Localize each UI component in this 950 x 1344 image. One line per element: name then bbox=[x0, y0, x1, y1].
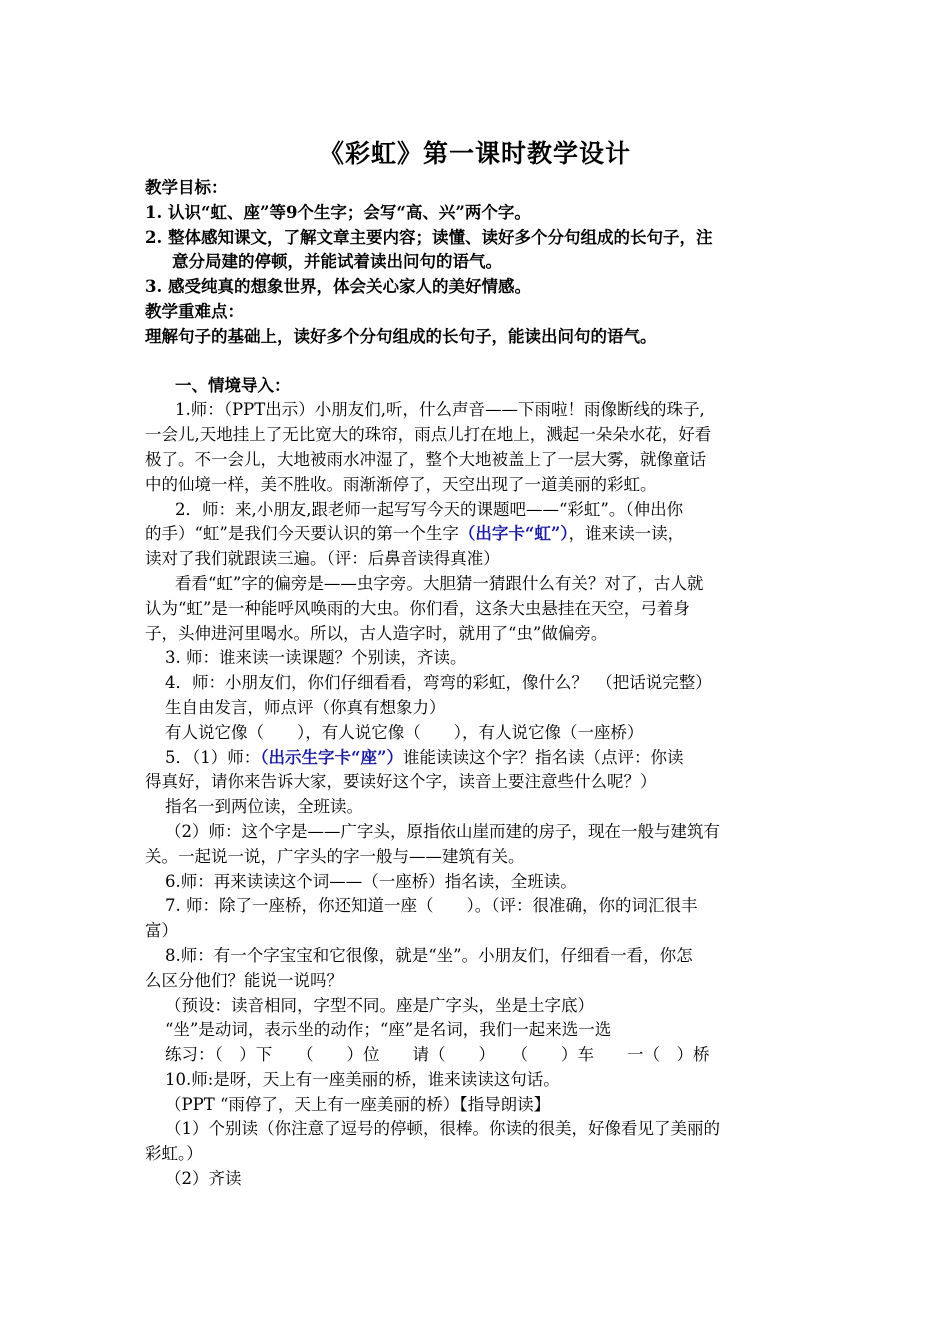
objective-item: 1. 认识“虹、座”等9个生字；会写“高、兴”两个字。 bbox=[145, 202, 531, 222]
document-body bbox=[145, 176, 807, 1192]
paragraph-line: （1）个别读（你注意了逗号的停顿，很棒。你读的很美，好像看见了美丽的 bbox=[165, 1119, 720, 1139]
paragraph-line: 6.师：再来读读这个词——（一座桥）指名读，全班读。 bbox=[165, 871, 577, 891]
paragraph-line: 10.师:是呀，天上有一座美丽的桥，谁来读读这句话。 bbox=[165, 1069, 560, 1089]
exercise-line: 练习：（ ）下 （ ）位 请（ ） （ ）车 一（ ）桥 bbox=[165, 1045, 710, 1065]
difficulties-heading: 教学重难点： bbox=[145, 301, 244, 321]
paragraph-line bbox=[145, 746, 807, 771]
highlighted-instruction: （出字卡“虹”） bbox=[458, 524, 569, 544]
paragraph-line: 子，头伸进河里喝水。所以，古人造字时，就用了“虫”做偏旁。 bbox=[145, 623, 608, 643]
paragraph-line: 8.师：有一个字宝宝和它很像，就是“坐”。小朋友们，仔细看一看，你怎 bbox=[165, 945, 693, 965]
paragraph-line: 看看“虹”字的偏旁是——虫字旁。大胆猜一猜跟什么有关？对了，古人就 bbox=[175, 573, 704, 593]
paragraph-line: 1.师：（PPT出示）小朋友们,听，什么声音——下雨啦！雨像断线的珠子, bbox=[175, 400, 705, 420]
objective-item-continuation: 意分局建的停顿，并能试着读出问句的语气。 bbox=[172, 252, 502, 272]
text-span: ，谁来读一读， bbox=[568, 524, 685, 544]
paragraph-line: （预设：读音相同，字型不同。座是广字头，坐是土字底） bbox=[165, 995, 594, 1015]
paragraph-line bbox=[145, 522, 807, 547]
paragraph-line: 生自由发言，师点评（你真有想象力） bbox=[165, 697, 446, 717]
paragraph-line: 3. 师：谁来读一读课题？个别读，齐读。 bbox=[165, 648, 467, 668]
difficulties-text: 理解句子的基础上，读好多个分句组成的长句子，能读出问句的语气。 bbox=[145, 326, 657, 346]
paragraph-line: 富） bbox=[145, 921, 178, 941]
section-heading: 一、情境导入： bbox=[175, 375, 291, 395]
paragraph-line: 读对了我们就跟读三遍。（评：后鼻音读得真准） bbox=[145, 549, 500, 569]
paragraph-line: 4．师：小朋友们，你们仔细看看，弯弯的彩虹，像什么？ （把话说完整） bbox=[165, 673, 712, 693]
paragraph-line: 么区分他们？能说一说吗？ bbox=[145, 970, 343, 990]
paragraph-line: 一会儿,天地挂上了无比宽大的珠帘，雨点儿打在地上，溅起一朵朵水花，好看 bbox=[145, 425, 712, 445]
objective-item: 2. 整体感知课文，了解文章主要内容；读懂、读好多个分句组成的长句子，注 bbox=[145, 227, 713, 247]
paragraph-line: 关。一起说一说，广字头的字一般与——建筑有关。 bbox=[145, 846, 525, 866]
paragraph-line: “坐”是动词，表示坐的动作；“座”是名词，我们一起来选一选 bbox=[165, 1020, 612, 1040]
paragraph-line: 彩虹。） bbox=[145, 1144, 203, 1164]
objectives-heading: 教学目标： bbox=[145, 178, 228, 197]
paragraph-line: 2．师：来,小朋友,跟老师一起写写今天的课题吧——“彩虹”。（伸出你 bbox=[175, 499, 684, 519]
document-title: 《彩虹》第一课时教学设计 bbox=[318, 139, 631, 168]
paragraph-line: 认为“虹”是一种能呼风唤雨的大虫。你们看，这条大虫悬挂在天空，弓着身 bbox=[145, 598, 690, 618]
objective-item: 3. 感受纯真的想象世界，体会关心家人的美好情感。 bbox=[145, 277, 531, 297]
paragraph-line: 极了。不一会儿，大地被雨水冲湿了，整个大地被盖上了一层大雾，就像童话 bbox=[145, 449, 706, 469]
paragraph-line: 得真好，请你来告诉大家，要读好这个字，读音上要注意些什么呢？） bbox=[145, 772, 657, 792]
paragraph-line: 指名一到两位读，全班读。 bbox=[165, 797, 363, 817]
text-span: 5．（1）师： bbox=[165, 747, 261, 767]
text-span: 谁能读读这个字？指名读（点评：你读 bbox=[402, 747, 684, 767]
paragraph-line: （2）齐读 bbox=[165, 1169, 242, 1189]
paragraph-line: 有人说它像（ ），有人说它像（ ），有人说它像（一座桥） bbox=[165, 722, 644, 742]
highlighted-instruction: （出示生字卡“座”） bbox=[260, 747, 403, 767]
paragraph-line: 中的仙境一样，美不胜收。雨渐渐停了，天空出现了一道美丽的彩虹。 bbox=[145, 474, 657, 494]
paragraph-line: （2）师：这个字是——广字头，原指依山崖而建的房子，现在一般与建筑有 bbox=[165, 821, 720, 841]
text-span: 的手）“虹”是我们今天要认识的第一个生字 bbox=[145, 524, 459, 544]
paragraph-line: （PPT “雨停了，天上有一座美丽的桥）【指导朗读】 bbox=[165, 1094, 551, 1114]
paragraph-line: 7. 师：除了一座桥，你还知道一座（ ）。（评：很准确，你的词汇很丰 bbox=[165, 896, 698, 916]
